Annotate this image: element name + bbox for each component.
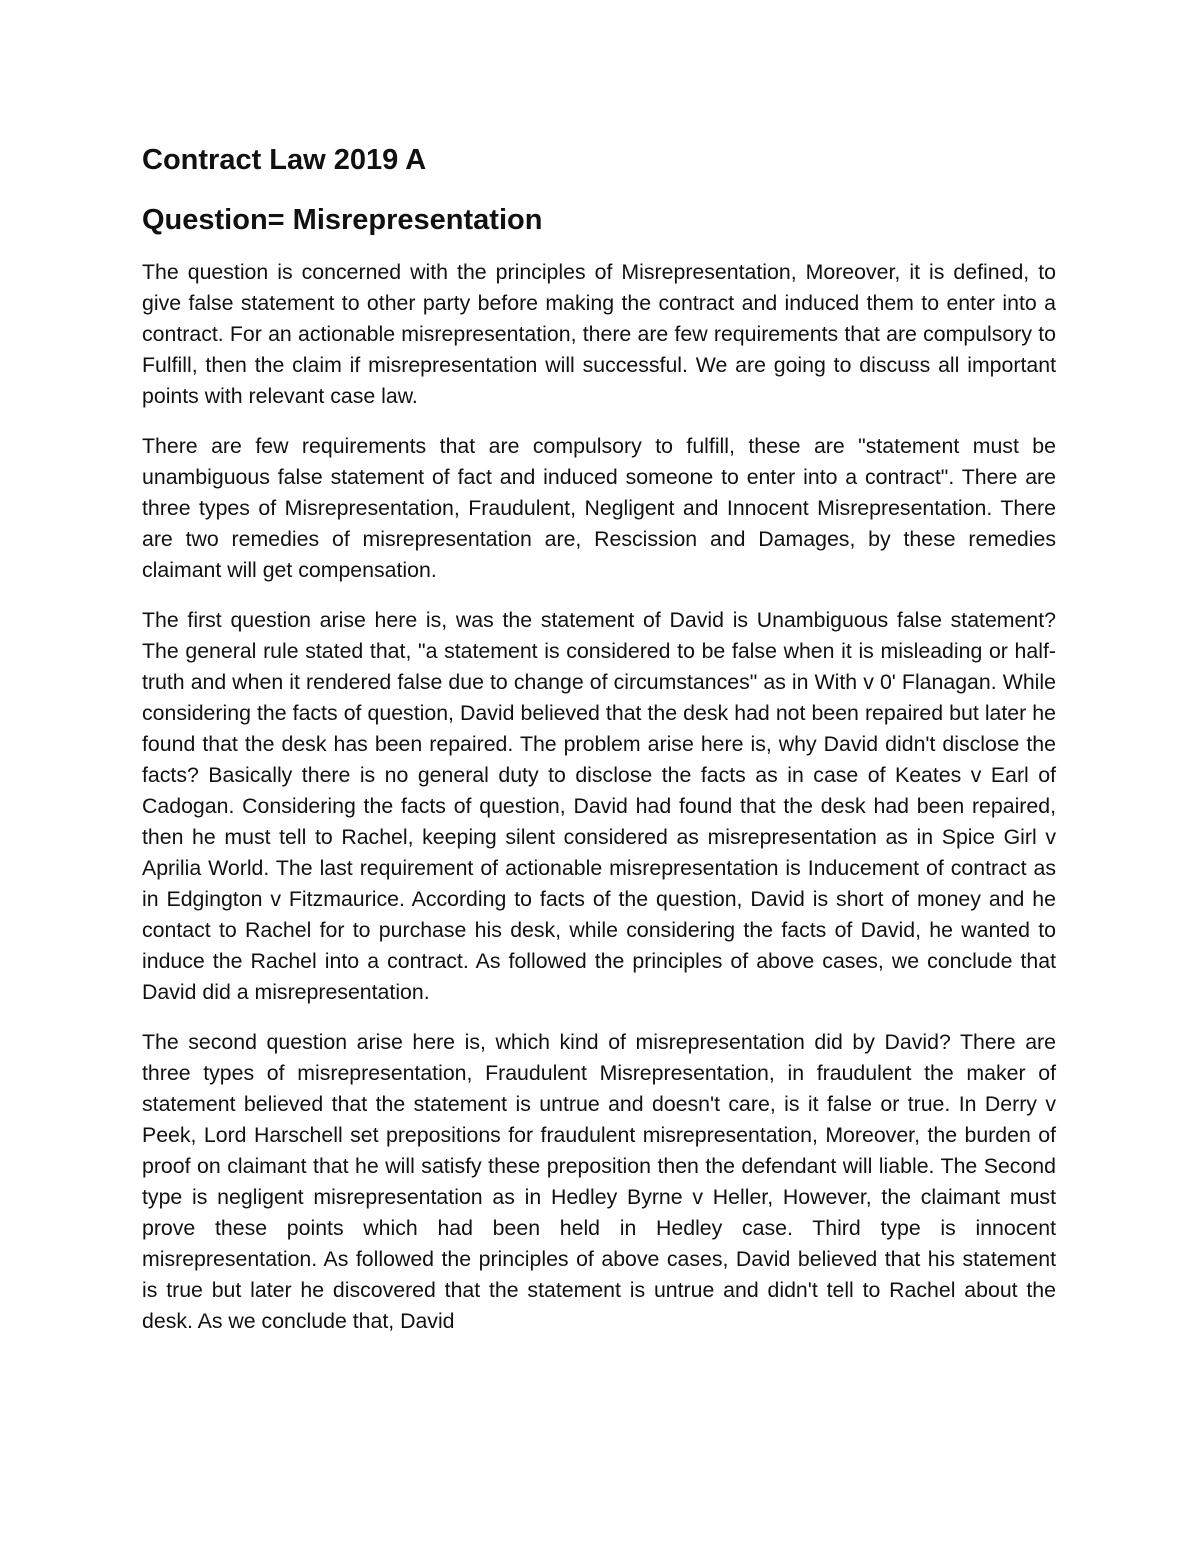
document-title: Contract Law 2019 A (142, 144, 427, 176)
document-body (142, 140, 1056, 1337)
paragraph-first-question: The first question arise here is, was the statement of David is Unambiguous false statement? The general rule stated that, "a statement is considered to be false when it is misleading or half-truth and when it rendered false due to change of circumstances" as in With v 0' Flanagan. While considering the facts of question, David believed that the desk had not been repaired but later he found that the desk has been repaired. The problem arise here is, why David didn't disclose the facts? Basically there is no general duty to disclose the facts as in case of Keates v Earl of Cadogan. Considering the facts of question, David had found that the desk had been repaired, then he must tell to Rachel, keeping silent considered as misrepresentation as in Spice Girl v Aprilia World. The last requirement of actionable misrepresentation is Inducement of contract as in Edgington v Fitzmaurice. According to facts of the question, David is short of money and he contact to Rachel for to purchase his desk, while considering the facts of David, he wanted to induce the Rachel into a contract. As followed the principles of above cases, we conclude that David did a misrepresentation. (142, 608, 1056, 1004)
question-heading: Question= Misrepresentation (142, 204, 543, 236)
paragraph-introduction: The question is concerned with the principles of Misrepresentation, Moreover, it is defined, to give false statement to other party before making the contract and induced them to enter into a contract. For an actionable misrepresentation, there are few requirements that are compulsory to Fulfill, then the claim if misrepresentation will successful. We are going to discuss all important points with relevant case law. (142, 260, 1056, 408)
paragraph-requirements: There are few requirements that are compulsory to fulfill, these are "statement must be unambiguous false statement of fact and induced someone to enter into a contract". There are three types of Misrepresentation, Fraudulent, Negligent and Innocent Misrepresentation. There are two remedies of misrepresentation are, Rescission and Damages, by these remedies claimant will get compensation. (142, 434, 1056, 582)
paragraph-second-question: The second question arise here is, which kind of misrepresentation did by David? There are three types of misrepresentation, Fraudulent Misrepresentation, in fraudulent the maker of statement believed that the statement is untrue and doesn't care, is it false or true. In Derry v Peek, Lord Harschell set prepositions for fraudulent misrepresentation, Moreover, the burden of proof on claimant that he will satisfy these preposition then the defendant will liable. The Second type is negligent misrepresentation as in Hedley Byrne v Heller, However, the claimant must prove these points which had been held in Hedley case. Third type is innocent misrepresentation. As followed the principles of above cases, David believed that his statement is true but later he discovered that the statement is untrue and didn't tell to Rachel about the desk. As we conclude that, David (142, 1030, 1056, 1333)
